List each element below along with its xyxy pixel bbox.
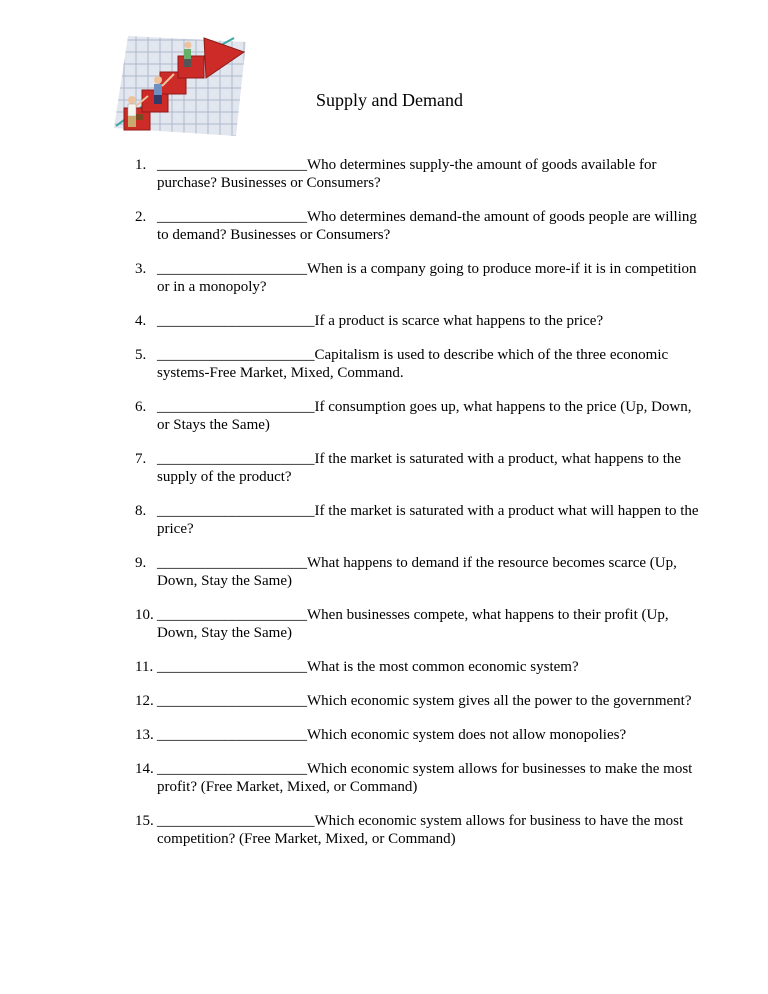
question-text: When businesses compete, what happens to their profit (Up, Down, Stay the Same)	[157, 607, 669, 641]
answer-blank: ____________________	[157, 761, 307, 777]
question-number: 12.	[135, 693, 154, 709]
question-number: 3.	[135, 261, 147, 277]
question-text: Which economic system gives all the power to the government?	[307, 693, 692, 709]
answer-blank: _____________________	[157, 503, 315, 519]
question-number: 4.	[135, 313, 147, 329]
question-item	[135, 760, 707, 796]
question-text: Which economic system does not allow monopolies?	[307, 727, 627, 743]
question-number: 9.	[135, 555, 147, 571]
question-number: 2.	[135, 209, 147, 225]
question-number: 8.	[135, 503, 147, 519]
answer-blank: _____________________	[157, 347, 315, 363]
question-text: Capitalism is used to describe which of the three economic systems-Free Market, Mixed, Command.	[157, 347, 669, 381]
question-text: Who determines demand-the amount of goods people are willing to demand? Businesses or Consumers?	[157, 209, 697, 243]
question-text: If the market is saturated with a product, what happens to the supply of the product?	[157, 451, 682, 485]
question-number: 1.	[135, 157, 147, 173]
answer-blank: _____________________	[157, 813, 315, 829]
question-item	[135, 502, 707, 538]
question-number: 6.	[135, 399, 147, 415]
answer-blank: ____________________	[157, 693, 307, 709]
question-item	[135, 156, 707, 192]
rising-arrow-clipart	[108, 30, 260, 140]
question-text: When is a company going to produce more-if it is in competition or in a monopoly?	[157, 261, 697, 295]
answer-blank: ____________________	[157, 607, 307, 623]
question-text: If the market is saturated with a product what will happen to the price?	[157, 503, 699, 537]
question-number: 14.	[135, 761, 154, 777]
answer-blank: ____________________	[157, 555, 307, 571]
question-item	[135, 208, 707, 244]
question-number: 7.	[135, 451, 147, 467]
question-number: 11.	[135, 659, 154, 675]
question-item	[135, 312, 707, 330]
question-item	[135, 658, 707, 676]
question-text: Which economic system allows for business to have the most competition? (Free Market, Mixed, or Command)	[157, 813, 684, 847]
answer-blank: ____________________	[157, 659, 307, 675]
question-item	[135, 346, 707, 382]
answer-blank: _____________________	[157, 451, 315, 467]
page-title: Supply and Demand	[316, 90, 463, 110]
question-text: What happens to demand if the resource becomes scarce (Up, Down, Stay the Same)	[157, 555, 677, 589]
question-item	[135, 260, 707, 296]
question-number: 10.	[135, 607, 154, 623]
question-number: 15.	[135, 813, 154, 829]
question-text: Who determines supply-the amount of goods available for purchase? Businesses or Consumers?	[157, 157, 657, 191]
question-list	[135, 156, 707, 864]
question-item	[135, 450, 707, 486]
question-item	[135, 554, 707, 590]
question-number: 13.	[135, 727, 154, 743]
question-item	[135, 692, 707, 710]
answer-blank: _____________________	[157, 399, 315, 415]
question-text: Which economic system allows for businesses to make the most profit? (Free Market, Mixed, or Command)	[157, 761, 693, 795]
question-item	[135, 726, 707, 744]
question-text: If consumption goes up, what happens to the price (Up, Down, or Stays the Same)	[157, 399, 692, 433]
answer-blank: ____________________	[157, 209, 307, 225]
answer-blank: ____________________	[157, 727, 307, 743]
question-item	[135, 606, 707, 642]
answer-blank: ____________________	[157, 157, 307, 173]
answer-blank: _____________________	[157, 313, 315, 329]
question-item	[135, 398, 707, 434]
question-item	[135, 812, 707, 848]
question-text: What is the most common economic system?	[307, 659, 579, 675]
question-number: 5.	[135, 347, 147, 363]
answer-blank: ____________________	[157, 261, 307, 277]
question-text: If a product is scarce what happens to the price?	[314, 313, 604, 329]
